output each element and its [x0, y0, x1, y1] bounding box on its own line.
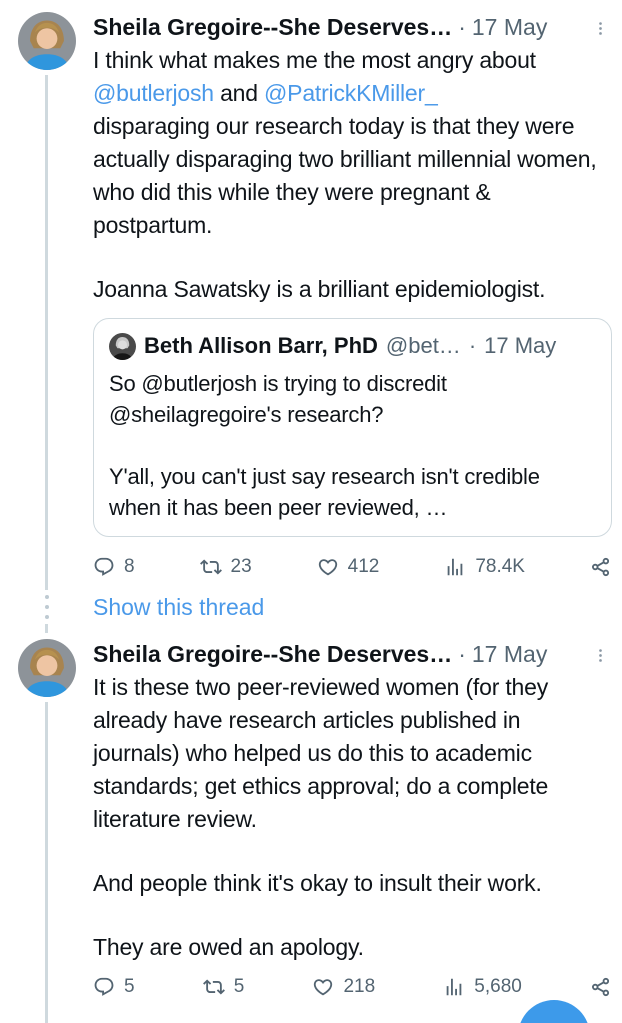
tweet-2-engagement-bar — [93, 973, 612, 1001]
like-count: 218 — [343, 976, 376, 997]
reply-count: 5 — [124, 976, 135, 997]
quoted-paragraph-1: So @butlerjosh is trying to discredit @sheilagregoire's research? — [109, 371, 447, 427]
tweet-2-body — [93, 671, 612, 964]
tweet-2-header — [93, 639, 612, 669]
tweet-1-content — [93, 12, 622, 581]
mention-patrickkmiller[interactable]: @PatrickKMiller_ — [264, 80, 438, 106]
body-text: I think what makes me the most angry about — [93, 47, 536, 73]
tweet-1-header — [93, 12, 612, 42]
author-name[interactable]: Sheila Gregoire--She Deserves… — [93, 14, 453, 40]
thread-line — [45, 75, 48, 581]
views-icon — [443, 976, 465, 998]
views-icon — [444, 556, 466, 578]
like-count: 412 — [347, 556, 380, 577]
views-count: 78.4K — [475, 556, 525, 577]
share-icon — [590, 976, 612, 998]
repost-button[interactable] — [203, 976, 245, 998]
tweet-2-gutter — [0, 639, 93, 1023]
repost-count: 5 — [233, 976, 245, 997]
quoted-author-avatar[interactable] — [109, 333, 136, 360]
reply-count: 8 — [124, 556, 135, 577]
reply-button[interactable] — [93, 556, 135, 578]
like-button[interactable] — [312, 976, 375, 998]
repost-button[interactable] — [200, 556, 252, 578]
tweet-1-gutter — [0, 12, 93, 581]
repost-icon — [203, 976, 225, 998]
tweet-1-paragraph-2: Joanna Sawatsky is a brilliant epidemiologist. — [93, 276, 546, 302]
tweet-2-paragraph-1: It is these two peer-reviewed women (for they already have research articles published in journals) who helped us do this to academic standards; get ethics approval; do a complete literature review. — [93, 674, 549, 832]
dot-separator: · — [458, 641, 466, 667]
author-avatar[interactable] — [18, 639, 76, 697]
more-options-icon[interactable] — [592, 12, 612, 34]
share-button[interactable] — [590, 976, 612, 998]
like-button[interactable] — [317, 556, 380, 578]
quoted-timestamp: 17 May — [484, 333, 557, 358]
reply-icon — [93, 976, 115, 998]
show-thread-link[interactable]: Show this thread — [93, 593, 265, 620]
reply-icon — [93, 556, 115, 578]
quoted-author-handle: @bet… — [385, 333, 461, 358]
quoted-tweet-card[interactable] — [93, 318, 612, 537]
tweet-2-paragraph-2: And people think it's okay to insult their work. — [93, 870, 542, 896]
reply-button[interactable] — [93, 976, 135, 998]
tweet-2 — [0, 633, 622, 1023]
quoted-paragraph-2: Y'all, you can't just say research isn't credible when it has been peer reviewed, … — [109, 464, 540, 520]
share-icon — [590, 556, 612, 578]
thread-gap-row — [0, 581, 622, 633]
quoted-tweet-header — [109, 332, 596, 360]
tweet-1-engagement-bar — [93, 553, 612, 581]
timestamp[interactable]: 17 May — [471, 641, 548, 667]
dot-separator: · — [468, 333, 477, 358]
person-portrait — [109, 333, 136, 360]
thread-gap-gutter — [0, 581, 93, 633]
like-icon — [312, 976, 334, 998]
thread-more-dots-icon — [45, 590, 49, 624]
body-text: and — [213, 80, 265, 106]
author-avatar[interactable] — [18, 12, 76, 70]
timestamp[interactable]: 17 May — [471, 14, 548, 40]
person-portrait — [18, 12, 76, 70]
quoted-author-name[interactable]: Beth Allison Barr, PhD — [144, 333, 378, 358]
views-button[interactable] — [444, 556, 525, 578]
repost-icon — [200, 556, 222, 578]
body-text: disparaging our research today is that they were actually disparaging two brilliant millennial women, who did this while they were pregnant & postpartum. — [93, 113, 597, 238]
repost-count: 23 — [230, 556, 252, 577]
tweet-1-body — [93, 44, 612, 306]
views-button[interactable] — [443, 976, 522, 998]
more-options-icon[interactable] — [592, 639, 612, 661]
thread-line — [45, 581, 48, 590]
share-button[interactable] — [590, 556, 612, 578]
dot-separator: · — [458, 14, 466, 40]
views-count: 5,680 — [474, 976, 522, 997]
tweet-2-paragraph-3: They are owed an apology. — [93, 934, 364, 960]
tweet-1-paragraph-1 — [93, 44, 612, 242]
thread-gap-content — [93, 581, 622, 633]
thread-line — [45, 702, 48, 1023]
mention-butlerjosh[interactable]: @butlerjosh — [93, 80, 214, 106]
author-name[interactable]: Sheila Gregoire--She Deserves… — [93, 641, 453, 667]
tweet-2-content — [93, 639, 622, 1023]
thread-line — [45, 624, 48, 633]
like-icon — [317, 556, 339, 578]
person-portrait — [18, 639, 76, 697]
